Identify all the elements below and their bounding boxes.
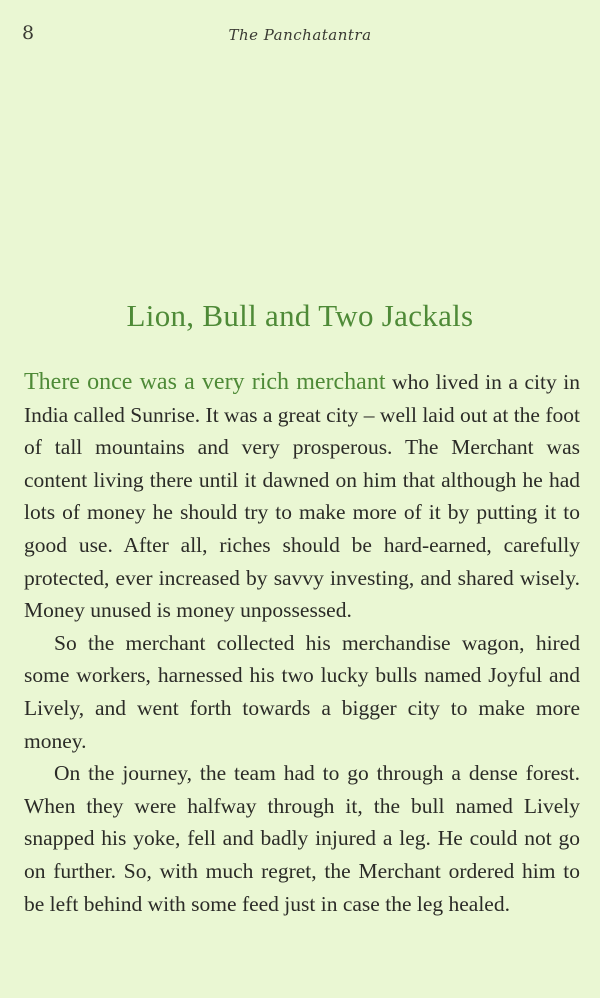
paragraph-3: On the journey, the team had to go through a dense forest. When they were halfway through it, the bull named Lively snapped his yoke, fell and badly injured a leg. He could not go on further. So, with much regret, the Merchant ordered him to be left behind with some feed just in case the leg healed. — [24, 761, 580, 916]
lead-in-phrase: There once was a very rich merchant — [24, 369, 386, 395]
paragraph-2: So the merchant collected his merchandise wagon, hired some workers, harnessed his two lucky bulls named Joyful and Lively, and went forth towards a bigger city to make more money. — [24, 630, 580, 753]
page-number: 8 — [22, 22, 35, 44]
story-title: Lion, Bull and Two Jackals — [126, 298, 474, 333]
running-title: The Panchatantra — [228, 26, 372, 44]
story-body — [24, 366, 580, 920]
paragraph-1-text: who lived in a city in India called Sunrise. It was a great city – well laid out at the foot of tall mountains and very prosperous. The Merchant was content living there until it dawned on him that although he had lots of money he should try to make more of it by putting it to good use. After all, riches should be hard-earned, carefully protected, ever increased by savvy investing, and shared wisely. Money unused is money unpossessed. — [24, 370, 581, 623]
paragraph-1 — [24, 366, 580, 627]
